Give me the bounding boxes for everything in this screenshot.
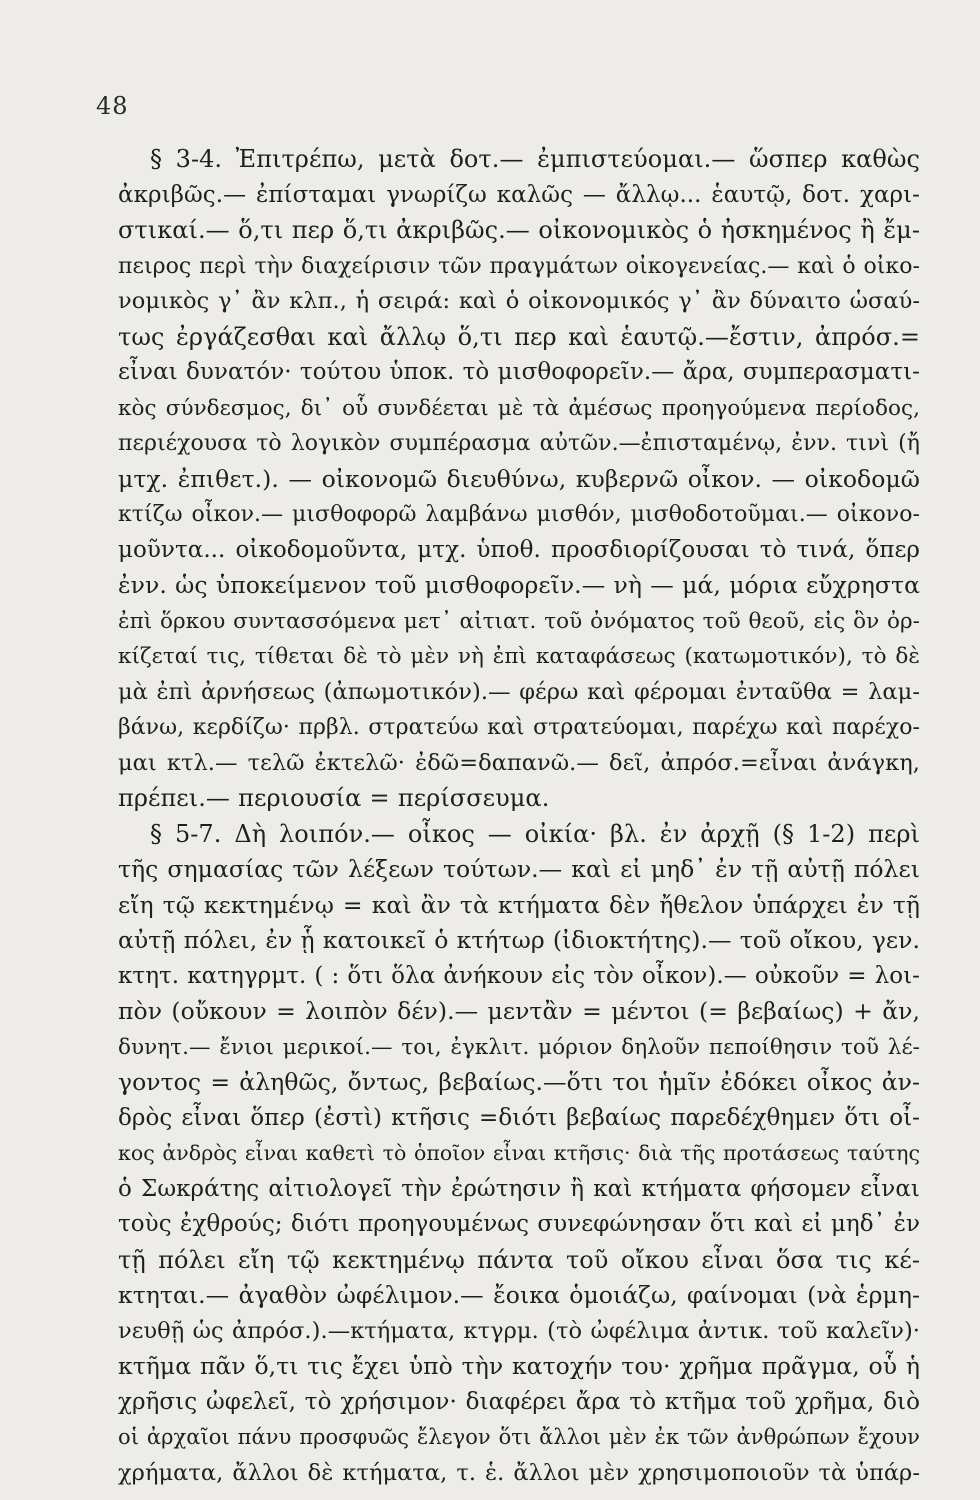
text-line: ἀκριβῶς.— ἐπίσταμαι γνωρίζω καλῶς — ἄλλῳ... ἑαυτῷ, δοτ. χαρι- [118,181,920,208]
text-line: νομικὸς γ᾽ ἂν κλπ., ἡ σειρά: καὶ ὁ οἰκονομικός γ᾽ ἂν δύναιτο ὡσαύ- [118,288,920,314]
text-line: κὸς σύνδεσμος, δι᾽ οὗ συνδέεται μὲ τὰ ἀμέσως προηγούμενα περίοδος, [118,395,920,421]
text-line: ἐνν. ὡς ὑποκείμενον τοῦ μισθοφορεῖν.— νὴ — μά, μόρια εὔχρηστα [118,571,920,599]
text-line: ἐπὶ ὅρκου συντασσόμενα μετ᾽ αἰτιατ. τοῦ ὀνόματος τοῦ θεοῦ, εἰς ὃν ὀρ- [118,608,920,634]
text-line: κτηται.— ἀγαθὸν ὠφέλιμον.— ἔοικα ὁμοιάζω, φαίνομαι (νὰ ἑρμη- [118,1281,920,1309]
text-line: τοὺς ἐχθρούς; διότι προηγουμένως συνεφώνησαν ὅτι καὶ εἰ μηδ᾽ ἐν [118,1211,920,1237]
text-line: κτῆμα πᾶν ὅ,τι τις ἔχει ὑπὸ τὴν κατοχήν του· χρῆμα πρᾶγμα, οὗ ἡ [118,1352,920,1380]
commentary-text [118,142,920,1491]
text-line: περιέχουσα τὸ λογικὸν συμπέρασμα αὐτῶν.—ἐπισταμένῳ, ἐνν. τινὶ (ἤ [118,431,920,456]
text-line: ὁ Σωκράτης αἰτιολογεῖ τὴν ἐρώτησιν ἢ καὶ κτήματα φήσομεν εἶναι [118,1175,920,1202]
text-line: τῆς σημασίας τῶν λέξεων τούτων.— καὶ εἰ μηδ᾽ ἐν τῇ αὐτῇ πόλει [118,855,920,883]
text-line: μοῦντα... οἰκοδομοῦντα, μτχ. ὑποθ. προσδιορίζουσαι τὸ τινά, ὅπερ [118,536,920,563]
text-line: γοντος = ἀληθῶς, ὄντως, βεβαίως.—ὅτι τοι ἡμῖν ἐδόκει οἶκος ἀν- [118,1068,920,1096]
text-line: εἶναι δυνατόν· τούτου ὑποκ. τὸ μισθοφορεῖν.— ἄρα, συμπερασματι- [118,359,920,385]
text-line: πειρος περὶ τὴν διαχείρισιν τῶν πραγμάτων οἰκογενείας.— καὶ ὁ οἰκο- [118,253,920,279]
text-line: πὸν (οὔκουν = λοιπὸν δέν).— μεντἂν = μέντοι (= βεβαίως) + ἄν, [118,997,920,1025]
text-line: κτητ. κατηγρμτ. ( : ὅτι ὅλα ἀνήκουν εἰς τὸν οἶκον).— οὐκοῦν = λοι- [118,962,920,989]
text-line: τῇ πόλει εἴη τῷ κεκτημένῳ πάντα τοῦ οἴκου εἶναι ὅσα τις κέ- [118,1245,920,1274]
text-line: βάνω, κερδίζω· πρβλ. στρατεύω καὶ στρατεύομαι, παρέχω καὶ παρέχο- [118,715,920,740]
text-line: αὐτῇ πόλει, ἐν ᾗ κατοικεῖ ὁ κτήτωρ (ἰδιοκτήτης).— τοῦ οἴκου, γεν. [118,926,920,954]
text-line: § 5-7. Δὴ λοιπόν.— οἶκος — οἰκία· βλ. ἐν ἀρχῇ (§ 1-2) περὶ [150,819,920,848]
text-line: δυνητ.— ἔνιοι μερικοί.— τοι, ἐγκλιτ. μόριον δηλοῦν πεποίθησιν τοῦ λέ- [118,1034,920,1060]
text-line: μὰ ἐπὶ ἀρνήσεως (ἀπωμοτικόν).— φέρω καὶ φέρομαι ἐνταῦθα = λαμ- [118,678,920,705]
page-number: 48 [96,92,129,120]
text-line: στικαί.— ὅ,τι περ ὅ,τι ἀκριβῶς.— οἰκονομικὸς ὁ ἠσκημένος ἢ ἔμ- [118,216,920,244]
text-line: εἴη τῷ κεκτημένῳ = καὶ ἂν τὰ κτήματα δὲν ἤθελον ὑπάρχει ἐν τῇ [118,890,920,919]
text-line: κίζεταί τις, τίθεται δὲ τὸ μὲν νὴ ἐπὶ καταφάσεως (κατωμοτικόν), τὸ δὲ [118,644,920,669]
text-line: χρῆσις ὠφελεῖ, τὸ χρήσιμον· διαφέρει ἄρα τὸ κτῆμα τοῦ χρῆμα, διὸ [118,1388,920,1415]
text-line: κτίζω οἶκον.— μισθοφορῶ λαμβάνω μισθόν, μισθοδοτοῦμαι.— οἰκονο- [118,502,920,527]
text-line: πρέπει.— περιουσία = περίσσευμα. [118,784,550,812]
text-line: νευθῇ ὡς ἀπρόσ.).—κτήματα, κτγρμ. (τὸ ὠφέλιμα ἀντικ. τοῦ καλεῖν)· [118,1317,920,1344]
text-line: κος ἀνδρὸς εἶναι καθετὶ τὸ ὁποῖον εἶναι κτῆσις· διὰ τῆς προτάσεως ταύτης [118,1141,920,1165]
text-line: οἱ ἀρχαῖοι πάνυ προσφυῶς ἔλεγον ὅτι ἄλλοι μὲν ἐκ τῶν ἀνθρώπων ἔχουν [118,1425,920,1449]
text-line: μαι κτλ.— τελῶ ἐκτελῶ· ἐδῶ=δαπανῶ.— δεῖ, ἀπρόσ.=εἶναι ἀνάγκη, [118,749,920,776]
text-line: χρήματα, ἄλλοι δὲ κτήματα, τ. ἑ. ἄλλοι μὲν χρησιμοποιοῦν τὰ ὑπάρ- [118,1459,920,1486]
text-line: δρὸς εἶναι ὅπερ (ἐστὶ) κτῆσις =διότι βεβαίως παρεδέχθημεν ὅτι οἶ- [118,1104,920,1131]
text-line: τως ἐργάζεσθαι καὶ ἄλλῳ ὅ,τι περ καὶ ἑαυτῷ.—ἔστιν, ἀπρόσ.= [118,322,920,351]
text-line: μτχ. ἐπιθετ.). — οἰκονομῶ διευθύνω, κυβερνῶ οἶκον. — οἰκοδομῶ [118,464,920,493]
text-line: § 3-4. Ἐπιτρέπω, μετὰ δοτ.— ἐμπιστεύομαι.— ὥσπερ καθὼς [150,145,920,173]
